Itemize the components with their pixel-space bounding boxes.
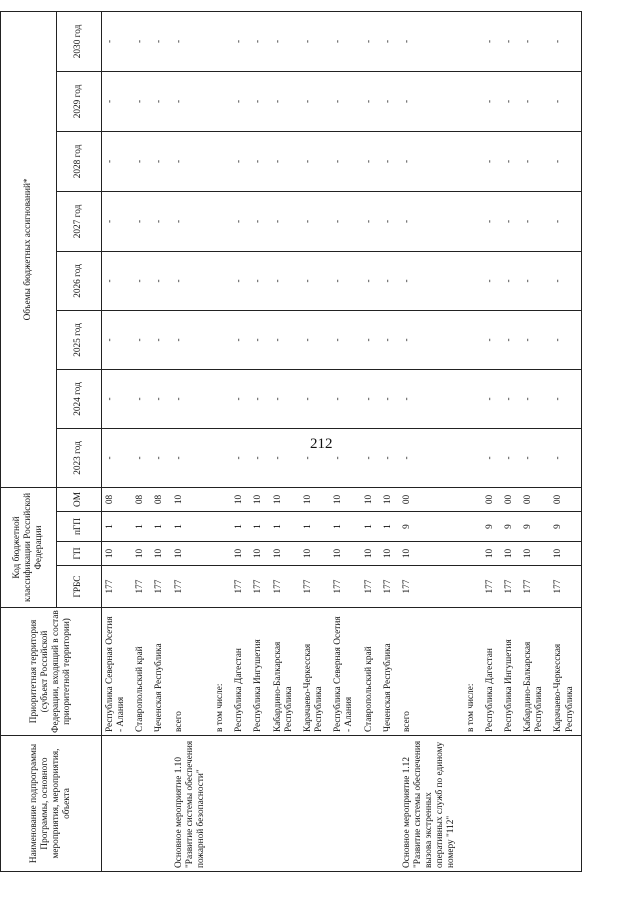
cell-code: 177 [270, 566, 300, 608]
cell-value: - [482, 251, 501, 310]
cell-code: 177 [231, 566, 250, 608]
cell-value: - [132, 310, 151, 369]
cell-value: - [330, 191, 360, 251]
cell-code: 1 [250, 512, 269, 542]
cell-name: Основное мероприятие 1.10 "Развитие системы обеспечения пожарной безопасности" [171, 736, 212, 872]
cell-value: - [380, 428, 399, 487]
table-header [1, 11, 102, 871]
cell-value [212, 71, 231, 131]
cell-territory: Республика Дагестан [231, 608, 250, 736]
cell-value: - [399, 131, 463, 191]
cell-value: - [250, 369, 269, 428]
cell-name [482, 736, 501, 872]
cell-value: - [380, 131, 399, 191]
cell-value: - [520, 131, 550, 191]
cell-code: 10 [171, 487, 212, 511]
cell-name [250, 736, 269, 872]
header-year-7: 2030 год [57, 11, 102, 71]
cell-code: 10 [102, 542, 133, 566]
cell-value [463, 369, 482, 428]
header-year-3: 2026 год [57, 251, 102, 310]
cell-code: 00 [399, 487, 463, 511]
cell-territory: Кабардино-Балкарская Республика [520, 608, 550, 736]
cell-code: 9 [550, 512, 581, 542]
table-row [132, 11, 151, 871]
cell-value: - [250, 251, 269, 310]
cell-code [212, 487, 231, 511]
cell-value: - [380, 11, 399, 71]
cell-code: 9 [482, 512, 501, 542]
cell-value: - [399, 251, 463, 310]
cell-territory: всего [171, 608, 212, 736]
cell-territory: Кабардино-Балкарская Республика [270, 608, 300, 736]
header-budget-code-group: Код бюджетной классификации Российской Федерации [1, 487, 57, 607]
cell-territory: Ставропольский край [132, 608, 151, 736]
cell-value [212, 191, 231, 251]
table-body [102, 11, 582, 871]
cell-value: - [380, 369, 399, 428]
cell-code: 1 [102, 512, 133, 542]
cell-value: - [151, 369, 170, 428]
cell-value: - [151, 131, 170, 191]
cell-value: - [250, 428, 269, 487]
cell-value: - [380, 251, 399, 310]
cell-name [151, 736, 170, 872]
header-code-2: пГП [57, 512, 102, 542]
cell-value: - [361, 191, 380, 251]
cell-code: 00 [550, 487, 581, 511]
cell-value: - [482, 428, 501, 487]
table-row [501, 11, 520, 871]
cell-code: 00 [482, 487, 501, 511]
header-year-5: 2028 год [57, 131, 102, 191]
budget-allocation-table [0, 11, 582, 872]
cell-territory: Карачаево-Черкесская Республика [300, 608, 330, 736]
cell-value: - [102, 131, 133, 191]
cell-value: - [250, 310, 269, 369]
cell-value: - [231, 369, 250, 428]
cell-code: 177 [501, 566, 520, 608]
cell-code: 10 [330, 487, 360, 511]
cell-code: 1 [231, 512, 250, 542]
cell-code [463, 487, 482, 511]
cell-code: 177 [250, 566, 269, 608]
cell-code: 177 [380, 566, 399, 608]
cell-value: - [151, 71, 170, 131]
cell-value: - [132, 71, 151, 131]
cell-code [212, 542, 231, 566]
cell-value: - [102, 369, 133, 428]
table-row [550, 11, 581, 871]
cell-code: 10 [550, 542, 581, 566]
cell-value: - [520, 369, 550, 428]
cell-value: - [330, 310, 360, 369]
cell-name [102, 736, 133, 872]
cell-territory: всего [399, 608, 463, 736]
cell-code: 00 [520, 487, 550, 511]
header-code-3: ОМ [57, 487, 102, 511]
cell-code: 177 [102, 566, 133, 608]
header-year-1: 2024 год [57, 369, 102, 428]
cell-value: - [270, 71, 300, 131]
cell-value: - [270, 131, 300, 191]
cell-value: - [171, 71, 212, 131]
cell-value: - [550, 131, 581, 191]
cell-value: - [231, 428, 250, 487]
cell-value: - [102, 191, 133, 251]
cell-name [231, 736, 250, 872]
cell-value [212, 369, 231, 428]
cell-value: - [132, 11, 151, 71]
table-row [231, 11, 250, 871]
cell-value: - [550, 428, 581, 487]
cell-value: - [231, 191, 250, 251]
cell-code: 10 [380, 487, 399, 511]
header-year-4: 2027 год [57, 191, 102, 251]
cell-code: 10 [250, 542, 269, 566]
cell-code: 10 [501, 542, 520, 566]
cell-code: 08 [132, 487, 151, 511]
cell-value: - [300, 191, 330, 251]
cell-code: 10 [520, 542, 550, 566]
cell-name [520, 736, 550, 872]
cell-value [463, 251, 482, 310]
table-row [151, 11, 170, 871]
cell-territory: Республика Северная Осетия - Алания [102, 608, 133, 736]
cell-territory: Ставропольский край [361, 608, 380, 736]
cell-code: 1 [270, 512, 300, 542]
cell-value: - [300, 131, 330, 191]
cell-code: 177 [520, 566, 550, 608]
cell-code: 177 [399, 566, 463, 608]
cell-value: - [231, 71, 250, 131]
cell-value [463, 310, 482, 369]
table-row [171, 11, 212, 871]
cell-code: 9 [501, 512, 520, 542]
cell-value [212, 11, 231, 71]
cell-code: 10 [231, 542, 250, 566]
cell-value: - [300, 251, 330, 310]
cell-value: - [231, 11, 250, 71]
cell-value: - [300, 71, 330, 131]
cell-value: - [361, 11, 380, 71]
header-code-0: ГРБС [57, 566, 102, 608]
cell-value: - [482, 71, 501, 131]
cell-code: 08 [151, 487, 170, 511]
cell-value: - [501, 428, 520, 487]
header-territory: Приоритетная территория (субъект Российской Федерации, входящий в состав приоритетной территории) [1, 608, 102, 736]
cell-value: - [361, 369, 380, 428]
cell-value: - [102, 251, 133, 310]
cell-code: 1 [361, 512, 380, 542]
table-row [250, 11, 269, 871]
cell-value: - [151, 191, 170, 251]
cell-value: - [270, 251, 300, 310]
cell-value: - [132, 251, 151, 310]
table-row [380, 11, 399, 871]
cell-value: - [550, 369, 581, 428]
cell-value [463, 191, 482, 251]
cell-value: - [250, 191, 269, 251]
table-row [463, 11, 482, 871]
cell-code [212, 512, 231, 542]
cell-code: 10 [361, 542, 380, 566]
cell-name [463, 736, 482, 872]
cell-value: - [171, 11, 212, 71]
cell-value: - [250, 11, 269, 71]
cell-code: 1 [380, 512, 399, 542]
cell-code: 10 [270, 542, 300, 566]
cell-value: - [102, 310, 133, 369]
table-row [212, 11, 231, 871]
cell-value: - [300, 428, 330, 487]
table-row [361, 11, 380, 871]
cell-code: 10 [482, 542, 501, 566]
cell-code: 177 [151, 566, 170, 608]
cell-value: - [171, 310, 212, 369]
cell-territory: в том числе: [212, 608, 231, 736]
cell-value: - [250, 131, 269, 191]
cell-value: - [399, 428, 463, 487]
cell-value: - [380, 191, 399, 251]
header-year-0: 2023 год [57, 428, 102, 487]
cell-value: - [361, 310, 380, 369]
cell-value: - [380, 71, 399, 131]
table-row [482, 11, 501, 871]
page-number: 212 [310, 436, 333, 452]
cell-value: - [399, 191, 463, 251]
cell-value [212, 310, 231, 369]
cell-territory: Чеченская Республика [151, 608, 170, 736]
cell-value: - [520, 428, 550, 487]
cell-code: 10 [132, 542, 151, 566]
cell-code [212, 566, 231, 608]
cell-value: - [399, 310, 463, 369]
cell-value: - [171, 428, 212, 487]
cell-code: 10 [231, 487, 250, 511]
cell-value: - [399, 11, 463, 71]
cell-code: 177 [482, 566, 501, 608]
table-row [330, 11, 360, 871]
cell-value: - [520, 310, 550, 369]
header-year-6: 2029 год [57, 71, 102, 131]
cell-name [330, 736, 360, 872]
cell-code [463, 512, 482, 542]
cell-territory: в том числе: [463, 608, 482, 736]
cell-name [501, 736, 520, 872]
cell-value: - [482, 11, 501, 71]
cell-value: - [300, 369, 330, 428]
cell-value: - [550, 191, 581, 251]
cell-value: - [501, 191, 520, 251]
cell-name: Основное мероприятие 1.12 "Развитие системы обеспечения вызова экстренных оперативных служб по единому номеру "112" [399, 736, 463, 872]
cell-code: 177 [330, 566, 360, 608]
cell-code: 177 [300, 566, 330, 608]
cell-code: 00 [501, 487, 520, 511]
cell-value: - [501, 369, 520, 428]
cell-value [463, 11, 482, 71]
cell-value: - [550, 71, 581, 131]
cell-value: - [102, 11, 133, 71]
cell-name [300, 736, 330, 872]
cell-code: 1 [330, 512, 360, 542]
cell-code: 9 [399, 512, 463, 542]
cell-value: - [300, 310, 330, 369]
table-row [300, 11, 330, 871]
table-row [102, 11, 133, 871]
cell-value [463, 131, 482, 191]
header-name: Наименование подпрограммы Программы, основного мероприятия, мероприятия, объекта [1, 736, 102, 872]
cell-value: - [330, 251, 360, 310]
cell-code: 10 [151, 542, 170, 566]
cell-value: - [171, 369, 212, 428]
cell-value: - [501, 131, 520, 191]
cell-territory: Республика Ингушетия [250, 608, 269, 736]
cell-value: - [330, 131, 360, 191]
cell-value: - [330, 11, 360, 71]
cell-value: - [132, 369, 151, 428]
cell-value: - [361, 428, 380, 487]
cell-code: 1 [132, 512, 151, 542]
cell-value: - [102, 428, 133, 487]
cell-value: - [270, 11, 300, 71]
header-code-1: ГП [57, 542, 102, 566]
cell-value: - [270, 428, 300, 487]
cell-value [212, 131, 231, 191]
cell-code: 10 [300, 487, 330, 511]
cell-name [550, 736, 581, 872]
cell-value: - [482, 191, 501, 251]
table-row [520, 11, 550, 871]
cell-value: - [550, 310, 581, 369]
cell-value: - [171, 191, 212, 251]
cell-value: - [501, 310, 520, 369]
cell-value: - [132, 428, 151, 487]
cell-value: - [361, 131, 380, 191]
cell-value: - [482, 369, 501, 428]
cell-value: - [501, 251, 520, 310]
cell-value: - [482, 310, 501, 369]
cell-value: - [520, 71, 550, 131]
cell-value: - [102, 71, 133, 131]
cell-code: 10 [270, 487, 300, 511]
cell-code: 10 [330, 542, 360, 566]
cell-territory: Республика Дагестан [482, 608, 501, 736]
cell-value: - [399, 71, 463, 131]
table-row [399, 11, 463, 871]
cell-code: 1 [151, 512, 170, 542]
cell-code: 1 [300, 512, 330, 542]
cell-value [463, 428, 482, 487]
cell-territory: Чеченская Республика [380, 608, 399, 736]
cell-code: 10 [250, 487, 269, 511]
cell-value: - [300, 11, 330, 71]
header-volumes-group: Объемы бюджетных ассигнований* [1, 11, 57, 487]
cell-value: - [501, 11, 520, 71]
cell-value: - [171, 251, 212, 310]
cell-value [212, 428, 231, 487]
table-row [270, 11, 300, 871]
cell-code: 177 [361, 566, 380, 608]
cell-code: 177 [132, 566, 151, 608]
cell-value: - [151, 11, 170, 71]
cell-value: - [520, 11, 550, 71]
cell-value: - [550, 11, 581, 71]
cell-code: 10 [399, 542, 463, 566]
cell-value: - [501, 71, 520, 131]
cell-value: - [330, 71, 360, 131]
cell-value: - [151, 428, 170, 487]
cell-territory: Карачаево-Черкесская Республика [550, 608, 581, 736]
cell-code: 9 [520, 512, 550, 542]
cell-value: - [151, 251, 170, 310]
cell-value: - [231, 310, 250, 369]
cell-value: - [171, 131, 212, 191]
cell-name [380, 736, 399, 872]
cell-value: - [520, 251, 550, 310]
cell-territory: Республика Ингушетия [501, 608, 520, 736]
cell-code: 10 [380, 542, 399, 566]
cell-value: - [361, 71, 380, 131]
cell-code: 1 [171, 512, 212, 542]
header-year-2: 2025 год [57, 310, 102, 369]
cell-code: 10 [300, 542, 330, 566]
cell-value: - [399, 369, 463, 428]
cell-value [212, 251, 231, 310]
cell-code: 08 [102, 487, 133, 511]
cell-value: - [270, 191, 300, 251]
cell-territory: Республика Северная Осетия - Алания [330, 608, 360, 736]
cell-value: - [231, 251, 250, 310]
cell-value: - [482, 131, 501, 191]
cell-value: - [250, 71, 269, 131]
cell-name [270, 736, 300, 872]
cell-name [361, 736, 380, 872]
cell-name [132, 736, 151, 872]
cell-value: - [520, 191, 550, 251]
cell-value: - [132, 131, 151, 191]
cell-code: 10 [171, 542, 212, 566]
cell-code [463, 542, 482, 566]
cell-value: - [270, 310, 300, 369]
cell-value: - [330, 428, 360, 487]
cell-code: 10 [361, 487, 380, 511]
cell-value: - [231, 131, 250, 191]
cell-value: - [550, 251, 581, 310]
cell-value: - [151, 310, 170, 369]
cell-name [212, 736, 231, 872]
cell-value: - [361, 251, 380, 310]
cell-value: - [132, 191, 151, 251]
cell-code [463, 566, 482, 608]
cell-value [463, 71, 482, 131]
cell-value: - [270, 369, 300, 428]
cell-value: - [330, 369, 360, 428]
cell-code: 177 [171, 566, 212, 608]
cell-code: 177 [550, 566, 581, 608]
cell-value: - [380, 310, 399, 369]
rotated-page-content [0, 12, 640, 872]
